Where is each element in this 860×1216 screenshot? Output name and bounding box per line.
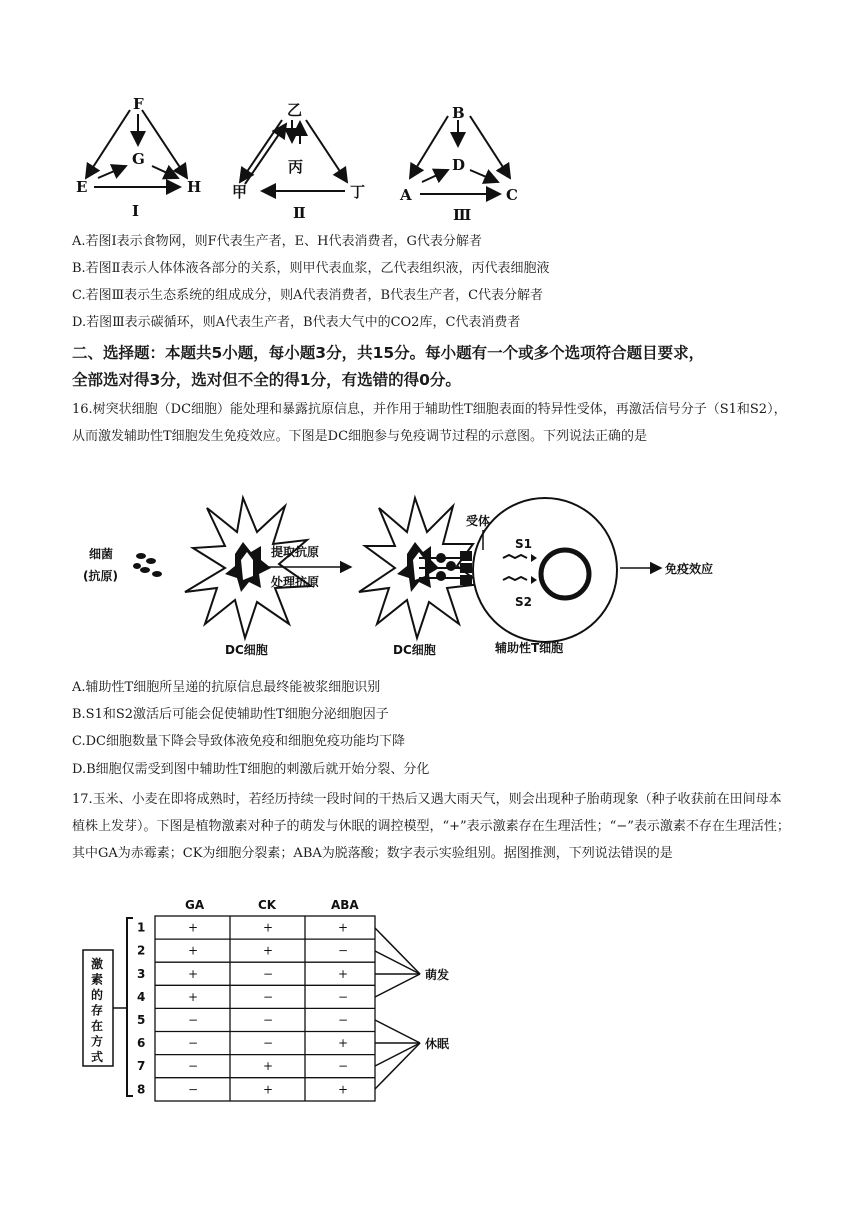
d3-right: C	[506, 186, 518, 204]
d1-right: H	[187, 178, 202, 196]
q15-option-c: C.若图Ⅲ表示生态系统的组成成分，则A代表消费者，B代表生产者，C代表分解者	[72, 288, 544, 303]
table-cell: −	[263, 1036, 274, 1051]
bacteria-label: 细菌	[89, 547, 114, 561]
process-label: 处理抗原	[271, 575, 320, 589]
side-label-char: 在	[91, 1019, 104, 1033]
table-cell: −	[338, 1059, 349, 1074]
connector-lines	[375, 928, 420, 1089]
q16-option-c: C.DC细胞数量下降会导致体液免疫和细胞免疫功能均下降	[72, 734, 405, 749]
table-cell: +	[263, 943, 274, 958]
table-cell: +	[338, 1082, 349, 1097]
side-label-char: 存	[91, 1003, 104, 1018]
germinate-label: 萌发	[425, 968, 450, 982]
dormant-label: 休眠	[425, 1037, 450, 1051]
table-cell: +	[188, 989, 199, 1004]
d2-right: 丁	[350, 183, 366, 201]
d2-top: 乙	[287, 101, 303, 119]
side-label	[91, 956, 103, 1064]
q16-figure	[75, 488, 725, 668]
table-cell: −	[188, 1036, 199, 1051]
q15-option-d: D.若图Ⅲ表示碳循环，则A代表生产者，B代表大气中的CO2库，C代表消费者	[72, 315, 521, 330]
q16-stem: 16.树突状细胞（DC细胞）能处理和暴露抗原信息，并作用于辅助性T细胞表面的特异性受体，再激活信号分子（S1和S2），从而激发辅助性T细胞发生免疫效应。下图是DC细胞参与免疫调节过程的示意图。下列说法正确的是	[72, 402, 787, 444]
table-cell: −	[188, 1059, 199, 1074]
d2-left: 甲	[232, 183, 248, 201]
table-cell: −	[263, 1012, 274, 1027]
diagram-3	[399, 104, 518, 224]
header-ck: CK	[258, 898, 277, 912]
q17-figure	[75, 896, 495, 1111]
side-label-char: 的	[91, 988, 104, 1002]
d1-mid: G	[132, 150, 145, 168]
table-cell: +	[263, 920, 274, 935]
extract-label: 提取抗原	[271, 545, 320, 559]
q15-option-a: A.若图Ⅰ表示食物网，则F代表生产者，E、H代表消费者，G代表分解者	[72, 234, 482, 249]
row-number: 4	[137, 989, 146, 1004]
q15-option-b: B.若图Ⅱ表示人体体液各部分的关系，则甲代表血浆，乙代表组织液，丙代表细胞液	[72, 261, 550, 276]
table-cell: −	[188, 1012, 199, 1027]
row-number: 5	[137, 1012, 146, 1027]
q15-diagrams	[60, 90, 540, 225]
d2-mid: 丙	[288, 158, 304, 176]
table-cell: +	[338, 920, 349, 935]
d2-numeral: Ⅱ	[293, 204, 306, 222]
header-aba: ABA	[331, 898, 359, 912]
table-cell: +	[338, 1036, 349, 1051]
q16-option-a: A.辅助性T细胞所呈递的抗原信息最终能被浆细胞识别	[72, 680, 381, 695]
d3-mid: D	[452, 156, 466, 174]
table-cell: −	[263, 966, 274, 981]
table-cell: +	[188, 920, 199, 935]
s2-label: S2	[515, 595, 532, 609]
row-number: 6	[137, 1036, 146, 1051]
antigen-label: (抗原)	[83, 569, 118, 583]
d3-top: B	[452, 104, 465, 122]
dc1-label: DC细胞	[225, 643, 268, 657]
table-cell: −	[338, 989, 349, 1004]
diagram-1	[76, 95, 201, 220]
row-number: 3	[137, 966, 146, 981]
s1-label: S1	[515, 537, 532, 551]
table-cell: +	[338, 966, 349, 981]
table-cell: +	[263, 1082, 274, 1097]
side-label-char: 激	[91, 957, 104, 971]
dc-cell-1	[185, 498, 311, 638]
side-label-char: 素	[91, 972, 104, 987]
helper-t-label: 辅助性T细胞	[495, 641, 564, 655]
d3-left: A	[400, 186, 412, 204]
row-number: 2	[137, 943, 146, 958]
q16-option-d: D.B细胞仅需受到图中辅助性T细胞的刺激后就开始分裂、分化	[72, 762, 430, 777]
d1-top: F	[133, 95, 144, 113]
section-2-heading-line2: 全部选对得3分，选对但不全的得1分，有选错的得0分。	[72, 371, 461, 389]
side-label-char: 方	[91, 1034, 104, 1049]
bacteria-shape	[133, 553, 162, 577]
row-number: 7	[137, 1059, 146, 1074]
table-cell: +	[188, 943, 199, 958]
dc2-label: DC细胞	[393, 643, 436, 657]
table-cell: +	[263, 1059, 274, 1074]
side-label-char: 式	[91, 1050, 104, 1064]
helper-t-cell	[473, 498, 617, 642]
table-cell: −	[338, 1012, 349, 1027]
d1-numeral: Ⅰ	[132, 202, 140, 220]
d3-numeral: Ⅲ	[453, 206, 472, 224]
q17-stem: 17.玉米、小麦在即将成熟时，若经历持续一段时间的干热后又遇大雨天气，则会出现种子胎萌现象（种子收获前在田间母本植株上发芽）。下图是植物激素对种子的萌发与休眠的调控模型，“+”表示激素存在生理活性；“−”表示激素不存在生理活性；其中GA为赤霉素；CK为细胞分裂素；ABA为脱落酸；数字表示实验组别。据图推测，下列说法错误的是	[72, 792, 790, 861]
table-cell: +	[188, 966, 199, 981]
table-cell: −	[263, 989, 274, 1004]
effect-label: 免疫效应	[665, 562, 714, 576]
q16-option-b: B.S1和S2激活后可能会促使辅助性T细胞分泌细胞因子	[72, 707, 389, 722]
row-number: 8	[137, 1082, 146, 1097]
diagram-2	[232, 101, 365, 222]
table-cell: −	[338, 943, 349, 958]
table-cell: −	[188, 1082, 199, 1097]
receptor-label: 受体	[466, 514, 491, 528]
row-number: 1	[137, 920, 146, 935]
header-ga: GA	[185, 898, 205, 912]
d1-left: E	[76, 178, 88, 196]
section-2-heading-line1: 二、选择题：本题共5小题，每小题3分，共15分。每小题有一个或多个选项符合题目要求，	[72, 344, 705, 362]
